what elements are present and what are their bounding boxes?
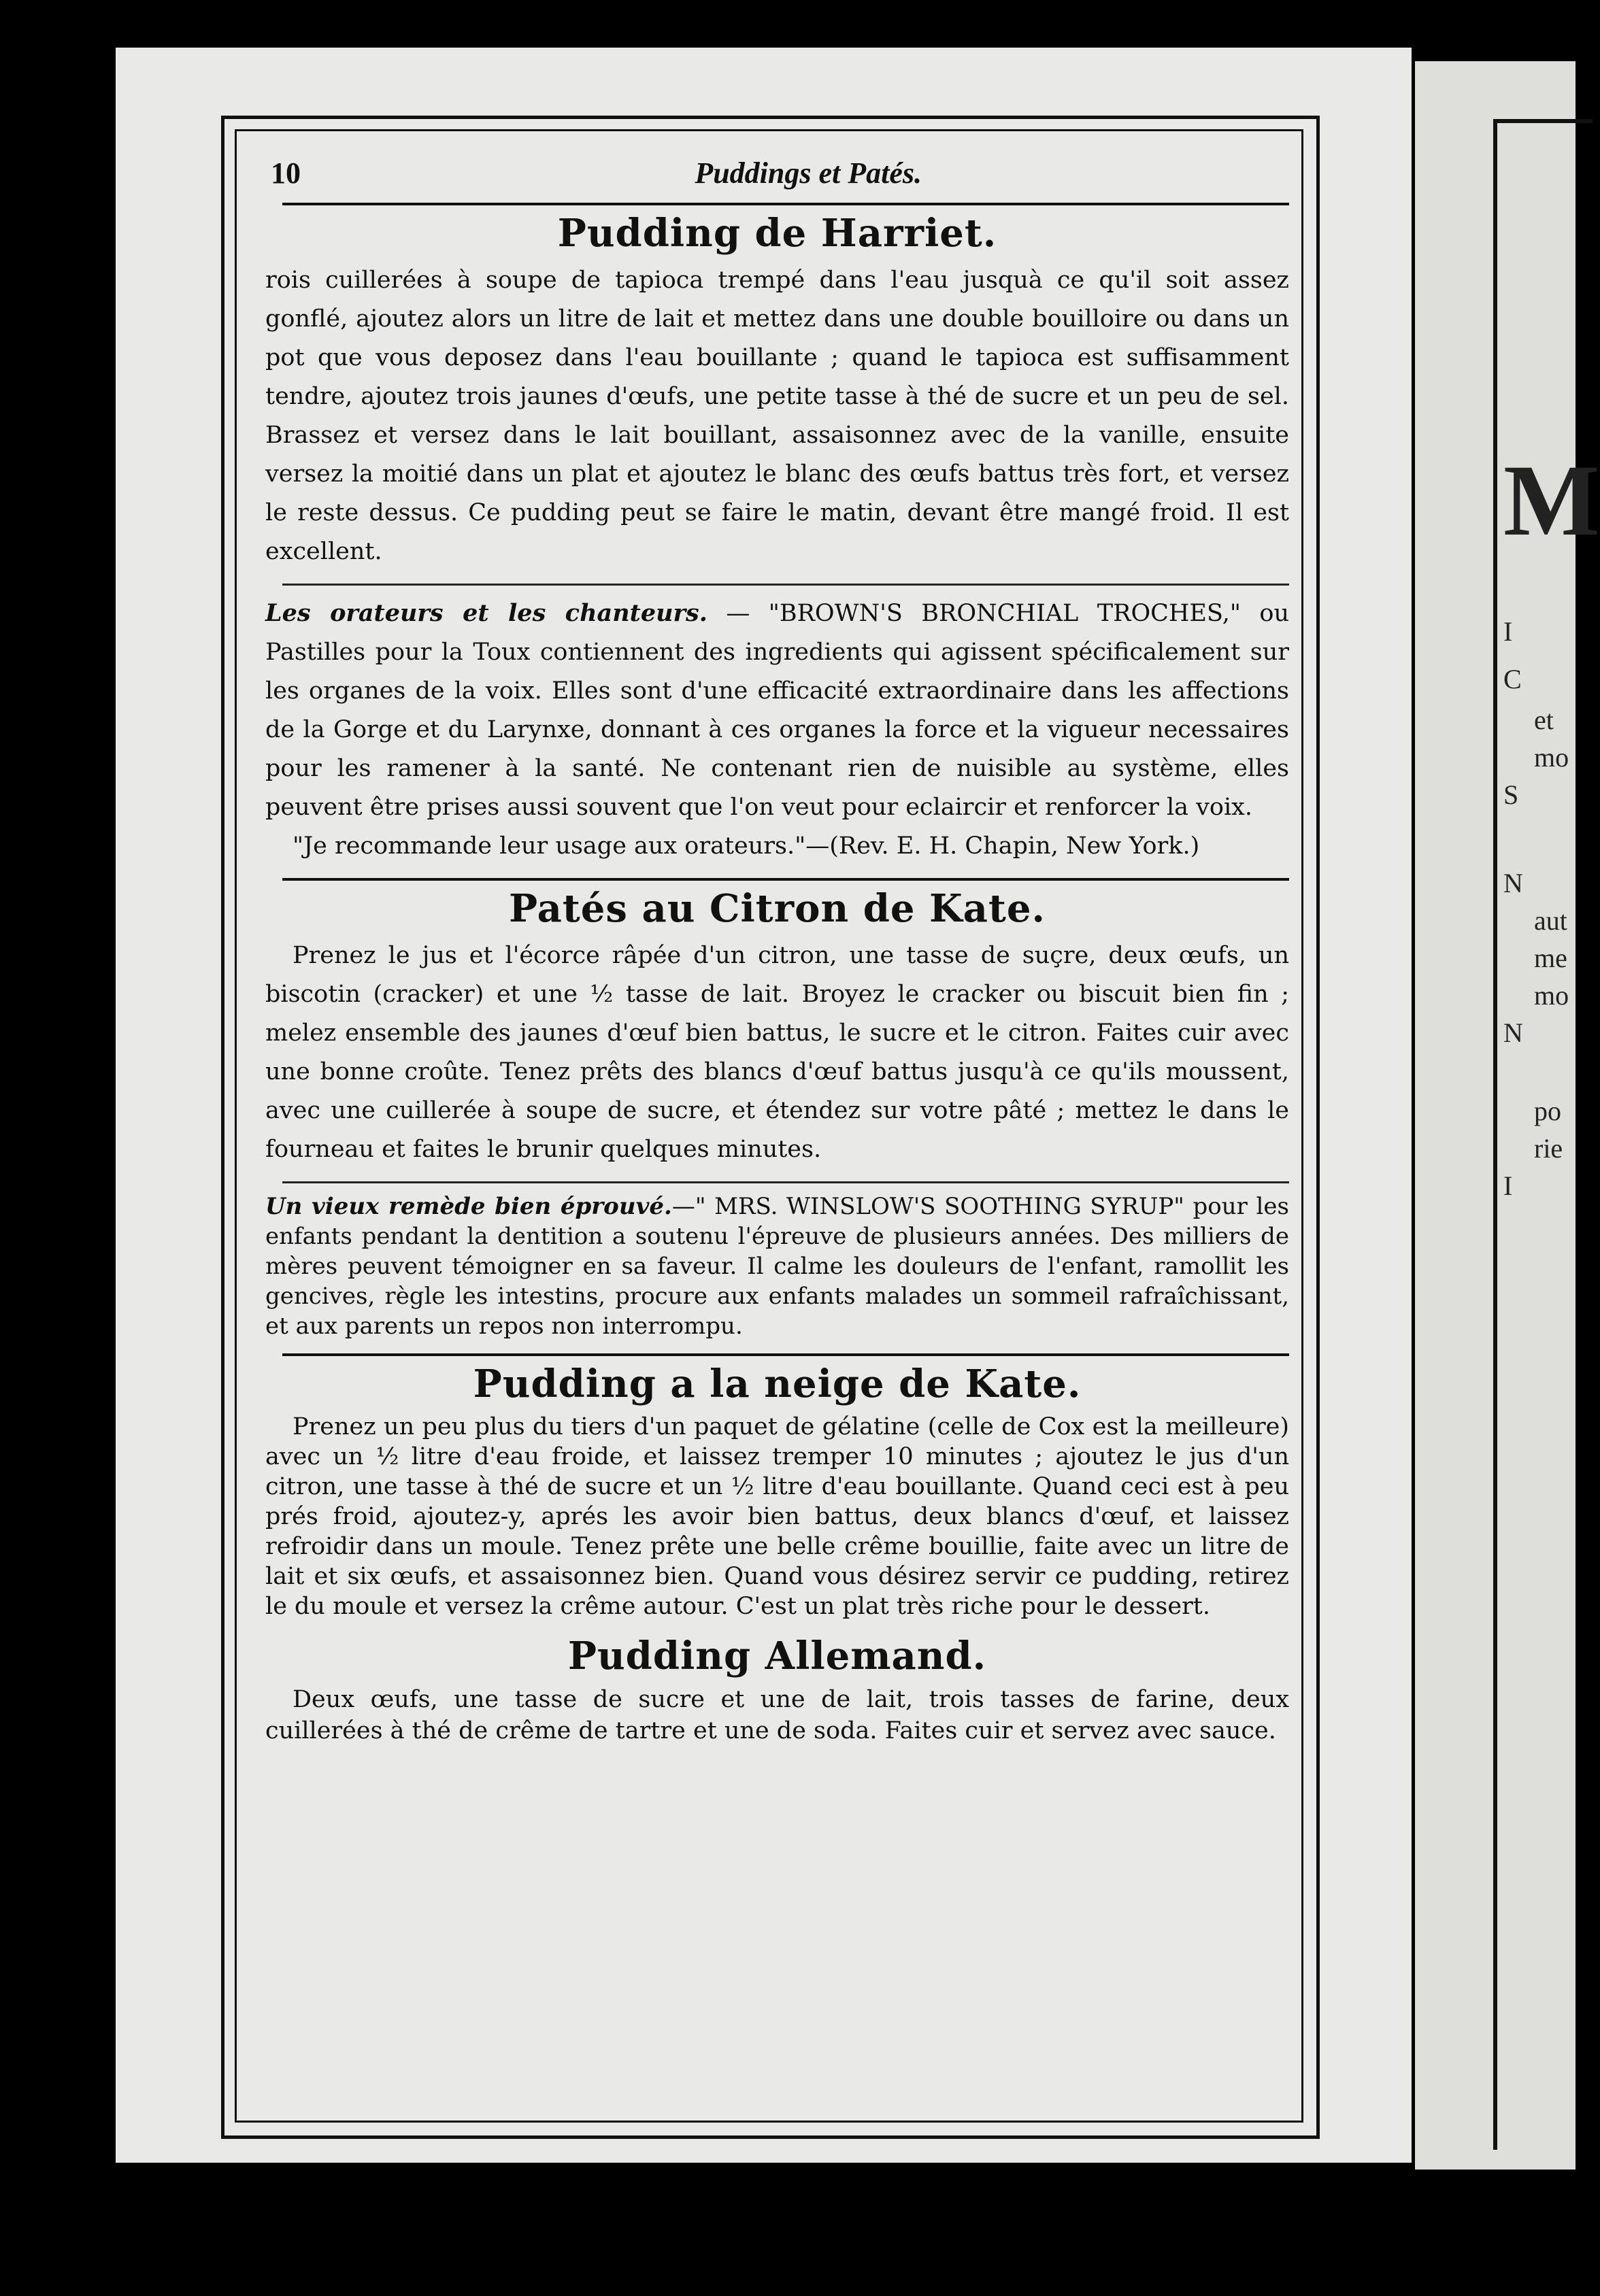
recipe-body: Deux œufs, une tasse de sucre et une de lait, trois tasses de farine, deux cuillerées à thé de crême de tartre et une de soda. Faites cuir et servez avec sauce. (265, 1686, 1289, 1744)
recipe-pudding-neige (265, 1362, 1289, 1621)
recipe-title: Patés au Citron de Kate. (509, 886, 1046, 931)
recipe-body: rois cuillerées à soupe de tapioca trempé dans l'eau jusquà ce qu'il soit assez gonflé, ajoutez alors un litre de lait et mettez dans une double bouilloire ou dans un pot que vous deposez dans l'eau bouillante ; quand le tapioca est suffisamment tendre, ajoutez trois jaunes d'œufs, une petite tasse à thé de sucre et un peu de sel. Brassez et versez dans le lait bouillant, assaisonnez avec de la vanille, ensuite versez la moitié dans un plat et ajoutez le blanc des œufs battus très fort, et versez le reste dessus. Ce pudding peut se faire le matin, devant être mangé froid. Il est excellent. (265, 267, 1289, 565)
adjacent-page-fragment: S (1503, 779, 1519, 810)
advert-quote: "Je recommande leur usage aux orateurs."—(Rev. E. H. Chapin, New York.) (293, 832, 1200, 860)
section-rule (282, 878, 1289, 881)
advert-winslow-syrup (265, 1192, 1289, 1341)
section-rule (282, 1353, 1289, 1356)
adjacent-page-fragment: N (1503, 868, 1523, 898)
recipe-body: Prenez un peu plus du tiers d'un paquet de gélatine (celle de Cox est la meilleure) avec un ½ litre d'eau froide, et laissez tremper 10 minutes ; ajoutez le jus d'un citron, une tasse à thé de sucre et un ½ litre d'eau bouillante. Quand ceci est à peu prés froid, ajoutez-y, aprés les avoir bien battus, deux blancs d'œuf, et laissez refroidir dans un moule. Tenez prête une belle crême bouillie, faite avec un litre de lait et six œufs, et assaisonnez bien. Quand vous désirez servir ce pudding, retirez le du moule et versez la crême autour. C'est un plat très riche pour le dessert. (265, 1413, 1289, 1620)
advert-body: —" MRS. WINSLOW'S SOOTHING SYRUP" pour les enfants pendant la dentition a soutenu l'épreuve de plusieurs années. Des milliers de mères peuvent témoigner en sa faveur. Il calme les douleurs de l'enfant, ramollit les gencives, règle les intestins, procure aux enfants malades un sommeil rafraîchissant, et aux parents un repos non interrompu. (265, 1193, 1289, 1340)
recipe-pates-au-citron (265, 886, 1289, 1169)
adjacent-page-fragment: M (1503, 444, 1600, 557)
adjacent-page-fragment: I (1503, 616, 1513, 647)
page-content (265, 136, 1289, 1746)
advert-lead: Les orateurs et les chanteurs. (265, 599, 707, 627)
running-title: Puddings et Patés. (695, 156, 922, 190)
recipe-pudding-de-harriet (265, 211, 1289, 571)
adjacent-page-fragment: po (1534, 1096, 1561, 1126)
adjacent-page-fragment: N (1503, 1017, 1523, 1048)
adjacent-page-fragment: C (1503, 664, 1522, 694)
recipe-title: Pudding de Harriet. (557, 211, 997, 256)
section-rule (282, 584, 1289, 586)
adjacent-page-fragment: I (1503, 1170, 1513, 1201)
advert-lead: Un vieux remède bien éprouvé. (265, 1193, 672, 1220)
advert-brown-troches (265, 594, 1289, 866)
adjacent-page-fragment: et (1534, 705, 1554, 735)
recipe-pudding-allemand (265, 1634, 1289, 1746)
page-number: 10 (271, 156, 301, 190)
adjacent-page-fragment: mo (1534, 980, 1569, 1011)
running-head (265, 136, 1289, 190)
recipe-title: Pudding a la neige de Kate. (473, 1362, 1082, 1406)
adjacent-page-fragment: me (1534, 943, 1567, 973)
adjacent-page-fragment: mo (1534, 742, 1569, 773)
adjacent-page-fragment: rie (1534, 1133, 1563, 1164)
adjacent-page-fragment: aut (1534, 905, 1567, 936)
section-rule (282, 1181, 1289, 1183)
recipe-body: Prenez le jus et l'écorce râpée d'un citron, une tasse de suçre, deux œufs, un biscotin (cracker) et une ½ tasse de lait. Broyez le cracker ou biscuit bien fin ; melez ensemble des jaunes d'œuf bien battus, le sucre et le citron. Faites cuir avec une bonne croûte. Tenez prêts des blancs d'œuf battus jusqu'à ce qu'ils moussent, avec une cuillerée à soupe de sucre, et étendez sur votre pâté ; mettez le dans le fourneau et faites le brunir quelques minutes. (265, 942, 1289, 1163)
advert-body: — "BROWN'S BRONCHIAL TROCHES," ou Pastilles pour la Toux contiennent des ingredients qui agissent spécificalement sur les organes de la voix. Elles sont d'une efficacité extraordinaire dans les affections de la Gorge et du Larynxe, donnant à ces organes la force et la vigueur necessaires pour les ramener à la santé. Ne contenant rien de nuisible au système, elles peuvent être prises aussi souvent que l'on veut pour eclaircir et renforcer la voix. (265, 600, 1289, 821)
recipe-title: Pudding Allemand. (567, 1634, 987, 1678)
header-rule (282, 203, 1289, 205)
